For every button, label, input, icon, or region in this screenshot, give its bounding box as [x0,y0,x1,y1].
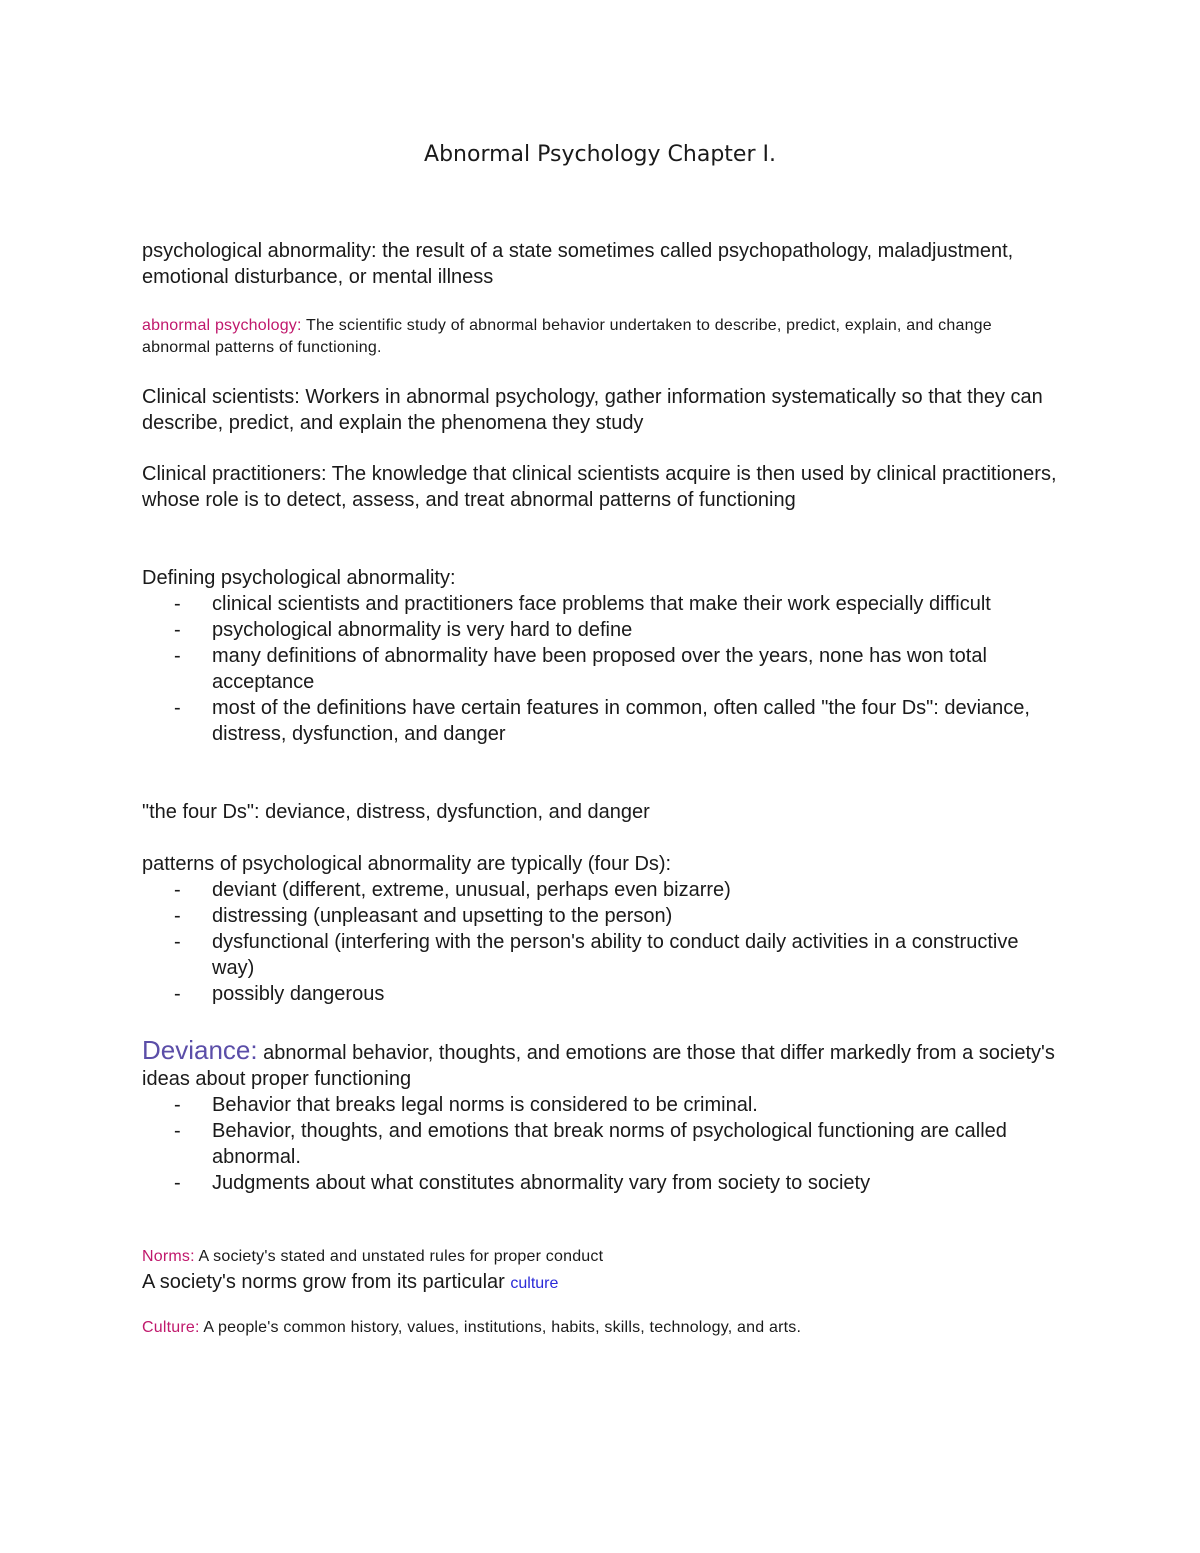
abnormal-psychology-definition: The scientific study of abnormal behavior undertaken to describe, predict, explain, and change abnormal patterns of functioning. [142,317,992,356]
deviance-list [142,1092,1062,1196]
dash-bullet: - [174,697,181,719]
culture-paragraph [142,1317,1062,1339]
list-item: - Behavior that breaks legal norms is considered to be criminal. [174,1094,758,1116]
dash-bullet: - [174,619,181,641]
norms-paragraph [142,1246,1062,1268]
patterns-heading: patterns of psychological abnormality are typically (four Ds): [142,853,672,875]
dash-bullet: - [174,1172,181,1194]
patterns-list [142,877,1062,1007]
dash-bullet: - [174,983,181,1005]
culture-link[interactable]: culture [510,1275,559,1292]
dash-bullet: - [174,593,181,615]
norms-term: Norms: [142,1248,195,1265]
list-item: - distressing (unpleasant and upsetting to the person) [174,905,673,927]
defining-list [142,591,1062,747]
dash-bullet: - [174,931,181,953]
four-ds-paragraph: "the four Ds": deviance, distress, dysfunction, and danger [142,801,650,823]
dash-bullet: - [174,645,181,667]
list-item: - deviant (different, extreme, unusual, perhaps even bizarre) [174,879,731,901]
list-item: - clinical scientists and practitioners face problems that make their work especially difficult [174,593,991,615]
norms-definition: A society's stated and unstated rules for proper conduct [194,1248,604,1265]
abnormal-psychology-paragraph [142,315,1062,359]
list-item: - most of the definitions have certain features in common, often called "the four Ds": deviance, distress, dysfunction, and danger [174,697,1030,745]
deviance-paragraph [142,1037,1062,1092]
culture-term: Culture: [142,1319,200,1336]
dash-bullet: - [174,1120,181,1142]
dash-bullet: - [174,1094,181,1116]
defining-heading: Defining psychological abnormality: [142,567,456,589]
list-item: - Judgments about what constitutes abnormality vary from society to society [174,1172,871,1194]
document-title: Abnormal Psychology Chapter I. [424,142,776,167]
dash-bullet: - [174,879,181,901]
clinical-practitioners-paragraph: Clinical practitioners: The knowledge that clinical scientists acquire is then used by clinical practitioners, whose role is to detect, assess, and treat abnormal patterns of functioning [142,463,1057,511]
deviance-definition: abnormal behavior, thoughts, and emotions are those that differ markedly from a society's ideas about proper functioning [142,1042,1055,1090]
list-item: - many definitions of abnormality have been proposed over the years, none has won total acceptance [174,645,987,693]
norms-culture-text: A society's norms grow from its particular [142,1271,511,1293]
dash-bullet: - [174,905,181,927]
clinical-scientists-paragraph: Clinical scientists: Workers in abnormal psychology, gather information systematically so that they can describe, predict, and explain the phenomena they study [142,386,1043,434]
deviance-term: Deviance: [142,1035,258,1065]
abnormal-psychology-term: abnormal psychology: [142,317,302,334]
list-item: - psychological abnormality is very hard to define [174,619,633,641]
list-item: - Behavior, thoughts, and emotions that break norms of psychological functioning are called abnormal. [174,1120,1007,1168]
psychological-abnormality-paragraph: psychological abnormality: the result of a state sometimes called psychopathology, maladjustment, emotional disturbance, or mental illness [142,240,1014,288]
list-item: - possibly dangerous [174,983,385,1005]
culture-definition: A people's common history, values, institutions, habits, skills, technology, and arts. [199,1319,802,1336]
list-item: - dysfunctional (interfering with the person's ability to conduct daily activities in a constructive way) [174,931,1019,979]
norms-culture-paragraph [142,1269,1062,1297]
